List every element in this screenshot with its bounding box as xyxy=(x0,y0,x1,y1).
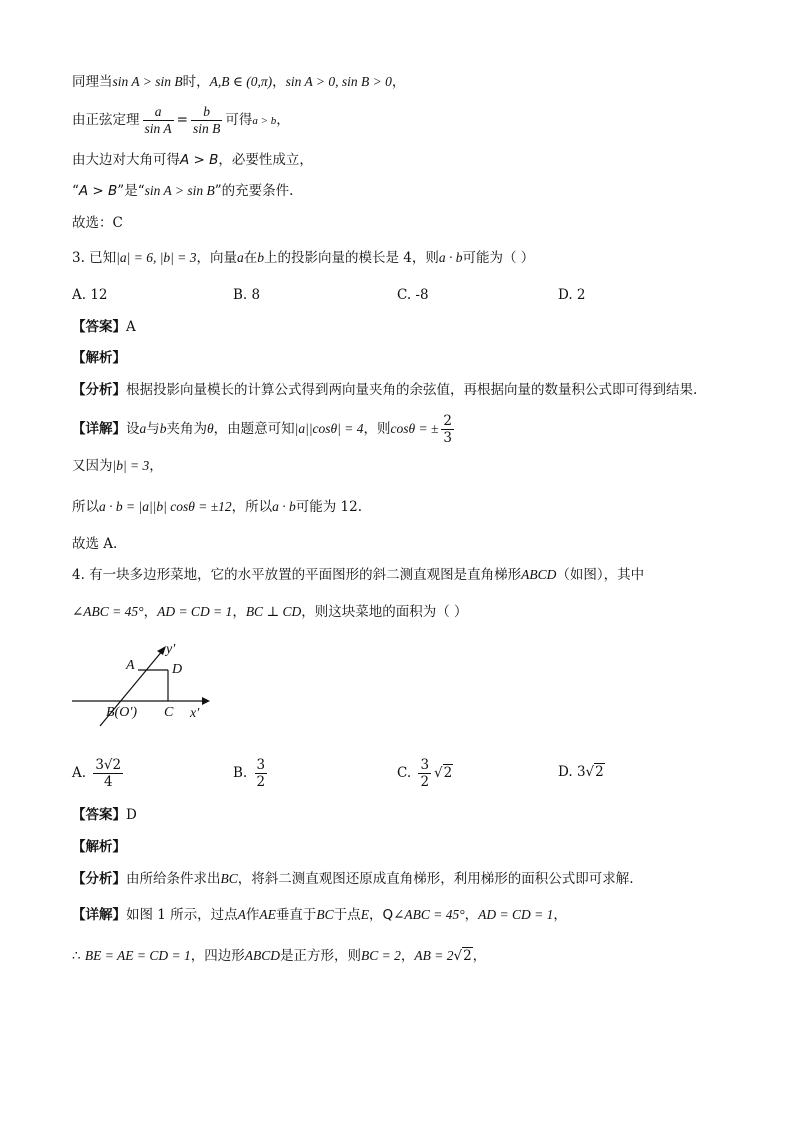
q4-option-c xyxy=(397,757,453,790)
radicand-value: 2 xyxy=(443,765,453,781)
radicand-value: 2 xyxy=(595,764,604,780)
math-expression: AD = CD = 1 xyxy=(478,907,554,922)
q3-stem-mid3: 上的投影向量的模长是 4，则 xyxy=(264,250,439,266)
q3-again xyxy=(72,456,163,476)
equals-sign: = xyxy=(176,112,188,128)
last-text: ，四边形 xyxy=(190,948,245,964)
radicand-value: 2 xyxy=(463,948,472,964)
math-expression: BC ⊥ CD xyxy=(245,604,302,619)
trapezoid-figure xyxy=(70,640,220,730)
math-expression: cosθ = ± xyxy=(390,421,439,436)
math-expression: BC = 2 xyxy=(360,948,401,963)
l2-mid: 可得 xyxy=(225,112,253,128)
math-expression: |a||cosθ| = 4 xyxy=(294,421,364,436)
q3-option-d: D. 2 xyxy=(558,287,586,303)
math-expression: BC xyxy=(220,871,238,886)
so-text: ，所以 xyxy=(231,499,273,515)
choice-text: 故选：C xyxy=(72,215,123,231)
vector-b: b xyxy=(257,250,264,265)
q4-stem-line1 xyxy=(72,565,644,585)
fenxi-text: 根据投影向量模长的计算公式得到两向量夹角的余弦值，再根据向量的数量积公式即可得到结果. xyxy=(126,382,698,398)
l3-end: ，必要性成立， xyxy=(218,152,313,168)
text-line-3 xyxy=(72,150,313,170)
text-line-2 xyxy=(72,104,290,137)
option-label: C. xyxy=(397,765,412,781)
fenxi-tag: 【分析】 xyxy=(72,382,126,398)
fraction xyxy=(191,104,222,137)
separator: ， xyxy=(143,604,158,620)
q4-option-b xyxy=(233,757,270,790)
q3-stem-prefix: 3. 已知 xyxy=(72,250,117,266)
detail-tag: 【详解】 xyxy=(72,907,126,923)
vector-b: b xyxy=(159,421,167,436)
detail-text: 如图 1 所示，过点 xyxy=(126,907,238,923)
q4-stem-text: （如图），其中 xyxy=(556,567,645,583)
q3-option-a: A. 12 xyxy=(72,287,108,303)
label-x: x′ xyxy=(190,706,200,721)
q3-stem xyxy=(72,248,534,268)
analysis-tag: 【解析】 xyxy=(72,350,126,366)
q4-detail xyxy=(72,905,567,925)
last-text: ， xyxy=(400,948,415,964)
math-expression: ∠ABC = 45° xyxy=(72,604,144,619)
math-expression: A,B ∈ (0,π) xyxy=(209,74,273,89)
label-c: C xyxy=(164,705,174,720)
therefore-symbol: ∴ xyxy=(72,948,81,964)
q3-detail xyxy=(72,413,457,446)
label-b: B(O′) xyxy=(106,705,138,720)
open-quote: “ xyxy=(72,183,79,199)
math-expression: sin A > sin B xyxy=(144,183,215,198)
radicand xyxy=(443,763,454,783)
sqrt-symbol: √ xyxy=(434,765,443,781)
analysis-tag: 【解析】 xyxy=(72,839,126,855)
last-end: ， xyxy=(472,948,487,964)
coefficient: 3 xyxy=(576,764,586,780)
detail-text: ， xyxy=(464,907,479,923)
q3-stem-end: 可能为（ ） xyxy=(462,250,535,266)
q3-choose xyxy=(72,534,117,554)
fraction-numerator: a xyxy=(154,104,162,119)
fraction-denominator: 3 xyxy=(443,430,452,446)
q3-stem-mid1: ，向量 xyxy=(196,250,237,266)
detail-text: 作 xyxy=(245,907,260,923)
y-axis-arrow-icon xyxy=(157,646,166,655)
detail-text: ， xyxy=(368,907,383,923)
answer-value: D xyxy=(126,807,137,823)
fraction-numerator: 3 xyxy=(420,757,430,773)
so-text: 可能为 12. xyxy=(295,499,362,515)
math-expression: sin A > sin B xyxy=(112,74,183,89)
separator: ， xyxy=(232,604,246,620)
fraction-numerator: b xyxy=(203,104,211,119)
math-expression: ABCD xyxy=(244,948,280,963)
answer-tag: 【答案】 xyxy=(72,807,126,823)
fraction xyxy=(441,413,454,446)
option-label: B. xyxy=(233,765,248,781)
choose-text: 故选 A. xyxy=(72,536,118,552)
fraction-denominator: sin B xyxy=(192,121,221,136)
fenxi-text: 由所给条件求出 xyxy=(126,871,221,887)
radicand xyxy=(594,762,605,782)
math-expression: A > B xyxy=(78,183,118,199)
q4-stem-text: 4. 有一块多边形菜地，它的水平放置的平面图形的斜二测直观图是直角梯形 xyxy=(72,567,522,583)
fenxi-tag: 【分析】 xyxy=(72,871,126,887)
text-line-4 xyxy=(72,181,293,201)
math-expression: BE = AE = CD = 1 xyxy=(84,948,191,963)
q4-answer xyxy=(72,805,137,825)
fraction-numerator: 3√2 xyxy=(95,757,122,773)
math-expression: AB = 2 xyxy=(414,948,454,963)
math-expression: A xyxy=(237,907,246,922)
q4-stem-text: ，则这块菜地的面积为（ ） xyxy=(301,604,468,620)
math-expression: E xyxy=(360,907,369,922)
text-line-1 xyxy=(72,72,405,92)
q-symbol: Q xyxy=(382,907,394,923)
math-expression: |a| = 6, |b| = 3 xyxy=(116,250,197,265)
fenxi-text: ，将斜二测直观图还原成直角梯形，利用梯形的面积公式即可求解. xyxy=(237,871,634,887)
choice-line xyxy=(72,213,123,233)
math-expression: |b| = 3 xyxy=(112,458,150,473)
detail-tag: 【详解】 xyxy=(72,421,126,437)
option-label: D. xyxy=(558,764,573,780)
fraction xyxy=(418,757,431,790)
q4-option-d xyxy=(558,762,605,782)
math-expression: A > B xyxy=(180,152,219,168)
q4-last xyxy=(72,946,486,966)
math-expression: a · b = |a||b| cosθ = ±12 xyxy=(99,499,232,514)
fraction xyxy=(255,757,268,790)
x-axis-arrow-icon xyxy=(202,697,210,705)
q4-analysis-heading xyxy=(72,837,126,857)
so-text: 所以 xyxy=(72,499,99,515)
l2-end: ， xyxy=(276,112,290,128)
math-expression: a · b xyxy=(438,250,463,265)
q3-option-c: C. -8 xyxy=(397,287,429,303)
detail-text: ，则 xyxy=(363,421,391,437)
again-text: 又因为 xyxy=(72,458,113,474)
math-expression: sin A > 0, sin B > 0 xyxy=(285,74,392,89)
label-y: y′ xyxy=(166,642,176,657)
math-expression: a > b xyxy=(252,115,277,127)
again-end: ， xyxy=(149,458,163,474)
q3-fenxi xyxy=(72,380,697,400)
answer-value: A xyxy=(126,319,136,335)
q3-so xyxy=(72,497,362,517)
l4-end: ”的充要条件. xyxy=(214,183,294,199)
q3-answer xyxy=(72,317,136,337)
q4-fenxi xyxy=(72,869,634,889)
fraction xyxy=(93,757,123,790)
detail-text: ，由题意可知 xyxy=(213,421,295,437)
l1-mid: 时， xyxy=(182,74,210,90)
theta-symbol: θ xyxy=(207,421,214,436)
detail-text: 夹角为 xyxy=(166,421,207,437)
fraction xyxy=(143,104,174,137)
detail-text: ， xyxy=(553,907,567,923)
label-d: D xyxy=(172,662,183,677)
vector-a: a xyxy=(139,421,147,436)
l1-sep: ， xyxy=(272,74,286,90)
math-expression: AD = CD = 1 xyxy=(157,604,233,619)
detail-text: 于点 xyxy=(333,907,361,923)
fraction-denominator: 2 xyxy=(256,774,266,790)
q4-option-a xyxy=(72,757,126,790)
math-expression: BC xyxy=(316,907,334,922)
q3-analysis-heading xyxy=(72,348,126,368)
fraction-denominator: 4 xyxy=(93,773,123,790)
radicand xyxy=(462,946,473,966)
math-expression: AE xyxy=(259,907,276,922)
q3-option-b: B. 8 xyxy=(233,287,261,303)
answer-tag: 【答案】 xyxy=(72,319,126,335)
q4-stem-line2 xyxy=(72,602,468,622)
detail-text: 与 xyxy=(146,421,160,437)
label-a: A xyxy=(126,658,135,673)
detail-text: 垂直于 xyxy=(275,907,317,923)
fraction-numerator: 2 xyxy=(443,413,452,429)
l4-mid: ”是“ xyxy=(117,183,145,199)
math-expression: ∠ABC = 45° xyxy=(393,907,465,922)
sqrt-symbol: √ xyxy=(585,764,595,780)
l1-prefix: 同理当 xyxy=(72,74,113,90)
vector-a: a xyxy=(237,250,244,265)
sqrt-symbol: √ xyxy=(453,948,463,964)
fraction-denominator: 2 xyxy=(420,774,430,790)
math-expression: ABCD xyxy=(521,567,557,582)
option-label: A. xyxy=(72,765,87,781)
q3-stem-mid2: 在 xyxy=(243,250,258,266)
detail-text: 设 xyxy=(126,421,140,437)
math-expression: a · b xyxy=(272,499,296,514)
l1-end: ， xyxy=(391,74,406,90)
fraction-numerator: 3 xyxy=(256,757,266,773)
l3-prefix: 由大边对大角可得 xyxy=(72,152,180,168)
last-text: 是正方形，则 xyxy=(279,948,361,964)
fraction-denominator: sin A xyxy=(144,121,172,136)
l2-prefix: 由正弦定理 xyxy=(72,112,140,128)
